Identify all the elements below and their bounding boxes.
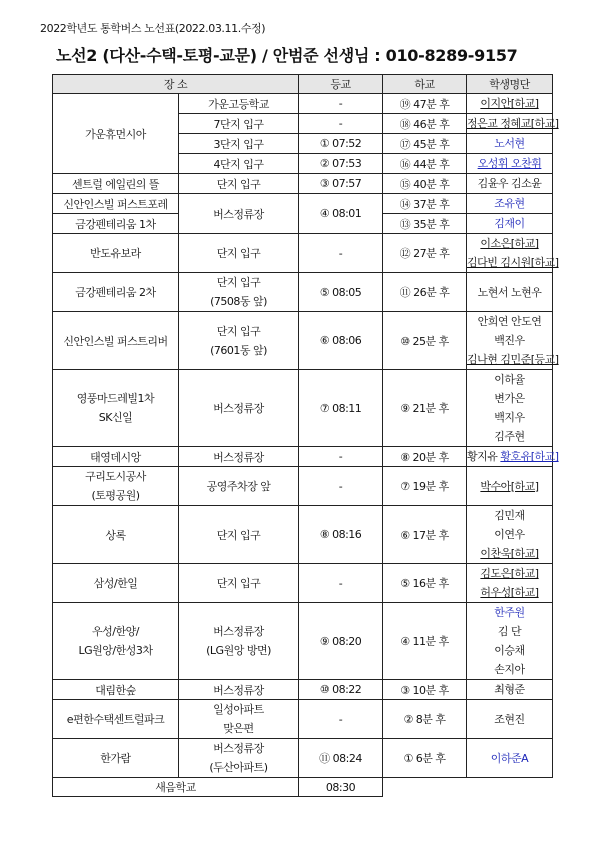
arrive-cell: ⑧ 08:16 bbox=[299, 506, 383, 564]
table-row bbox=[53, 447, 553, 467]
place-cell bbox=[53, 603, 179, 680]
arrive-cell: - bbox=[299, 94, 383, 114]
place-cell bbox=[53, 467, 179, 506]
students-cell bbox=[467, 506, 553, 564]
table-row bbox=[53, 739, 553, 778]
place-cell: 반도유보라 bbox=[53, 234, 179, 273]
depart-cell: ⑯ 44분 후 bbox=[383, 154, 467, 174]
student-name: 조현진 bbox=[494, 712, 525, 726]
student-name: 한주원 bbox=[494, 606, 525, 619]
depart-cell: ⑫ 27분 후 bbox=[383, 234, 467, 273]
table-row bbox=[53, 700, 553, 739]
table-row bbox=[53, 778, 553, 797]
stop-cell: 가운고등학교 bbox=[179, 94, 299, 114]
student-name: 허우성[하교] bbox=[480, 586, 539, 599]
depart-cell: ① 6분 후 bbox=[383, 739, 467, 778]
stop-line: 일성아파트 bbox=[213, 703, 264, 716]
table-row bbox=[53, 370, 553, 447]
table-row bbox=[53, 467, 553, 506]
stop-cell: 단지 입구 bbox=[179, 174, 299, 194]
arrive-cell: ⑩ 08:22 bbox=[299, 680, 383, 700]
student-name: 노현서 노현우 bbox=[477, 285, 542, 299]
student-name: 김나현 김민준[등교] bbox=[467, 353, 559, 366]
depart-cell: ⑰ 45분 후 bbox=[383, 134, 467, 154]
arrive-cell: ⑥ 08:06 bbox=[299, 312, 383, 370]
place-cell: 새음학교 bbox=[53, 778, 299, 797]
arrive-cell: ⑨ 08:20 bbox=[299, 603, 383, 680]
table-row bbox=[53, 94, 553, 114]
header-place: 장 소 bbox=[53, 75, 299, 94]
place-cell: 신안인스빌 퍼스트리버 bbox=[53, 312, 179, 370]
depart-cell: ⑬ 35분 후 bbox=[383, 214, 467, 234]
stop-cell bbox=[179, 312, 299, 370]
arrive-cell: - bbox=[299, 234, 383, 273]
depart-cell: ⑮ 40분 후 bbox=[383, 174, 467, 194]
student-name: 노서현 bbox=[494, 137, 525, 150]
place-line: (토평공원) bbox=[91, 489, 140, 502]
students-cell bbox=[467, 154, 553, 174]
depart-cell: ⑭ 37분 후 bbox=[383, 194, 467, 214]
student-name: 김 단 bbox=[497, 625, 522, 638]
table-row bbox=[53, 312, 553, 370]
depart-cell: ⑤ 16분 후 bbox=[383, 564, 467, 603]
students-cell bbox=[467, 564, 553, 603]
header-depart: 하교 bbox=[383, 75, 467, 94]
stop-cell bbox=[179, 273, 299, 312]
student-name: 백진우 bbox=[494, 334, 525, 347]
stop-cell: 버스정류장 bbox=[179, 680, 299, 700]
arrive-cell: ⑤ 08:05 bbox=[299, 273, 383, 312]
student-name: 이하준A bbox=[490, 751, 529, 765]
stop-cell: 단지 입구 bbox=[179, 506, 299, 564]
student-name: 김다빈 김시원[하교] bbox=[467, 256, 559, 269]
place-cell: 태영데시앙 bbox=[53, 447, 179, 467]
students-cell bbox=[467, 273, 553, 312]
stop-line: 버스정류장 bbox=[213, 625, 264, 638]
arrive-cell: ③ 07:57 bbox=[299, 174, 383, 194]
arrive-cell: 08:30 bbox=[299, 778, 383, 797]
student-name: 이승채 bbox=[494, 644, 525, 657]
route-table bbox=[52, 74, 559, 797]
student-name: 조유현 bbox=[494, 197, 525, 210]
depart-cell: ⑲ 47분 후 bbox=[383, 94, 467, 114]
table-header-row bbox=[53, 75, 553, 94]
student-name: 이찬욱[하교] bbox=[480, 547, 539, 560]
place-cell: 금강펜테리움 1차 bbox=[53, 214, 179, 234]
depart-cell: ⑩ 25분 후 bbox=[383, 312, 467, 370]
arrive-cell: - bbox=[299, 114, 383, 134]
students-cell bbox=[467, 94, 553, 114]
student-name: 김민재 bbox=[494, 509, 525, 522]
arrive-cell: ⑪ 08:24 bbox=[299, 739, 383, 778]
student-name: 김재이 bbox=[494, 217, 525, 230]
students-cell bbox=[467, 234, 559, 273]
route-title: 노선2 (다산-수택-토평-교문) / 안범준 선생님 : 010-8289-9157 bbox=[56, 46, 518, 65]
students-cell bbox=[467, 134, 553, 154]
place-cell: 가운휴먼시아 bbox=[53, 94, 179, 174]
student-name: 김도은[하교] bbox=[480, 567, 539, 580]
depart-cell: ④ 11분 후 bbox=[383, 603, 467, 680]
stop-line: 버스정류장 bbox=[213, 742, 264, 755]
arrive-cell: - bbox=[299, 700, 383, 739]
place-cell: 한가람 bbox=[53, 739, 179, 778]
student-name: 김윤우 김소윤 bbox=[477, 177, 542, 190]
place-line: 구리도시공사 bbox=[85, 470, 146, 483]
student-name: 손지아 bbox=[494, 663, 525, 676]
stop-cell: 7단지 입구 bbox=[179, 114, 299, 134]
stop-line: 맞은편 bbox=[223, 722, 254, 735]
stop-line: 단지 입구 bbox=[216, 276, 261, 289]
student-name: 황호유[하교] bbox=[500, 450, 559, 463]
student-name: 오성휘 오찬휘 bbox=[477, 157, 542, 170]
place-cell: 신안인스빌 퍼스트포레 bbox=[53, 194, 179, 214]
stop-cell: 단지 입구 bbox=[179, 234, 299, 273]
stop-line: (7601동 앞) bbox=[210, 343, 267, 357]
arrive-cell: - bbox=[299, 564, 383, 603]
arrive-cell: ⑦ 08:11 bbox=[299, 370, 383, 447]
student-name: 최형준 bbox=[494, 683, 525, 696]
student-name: 정은교 정혜교[하교] bbox=[467, 117, 559, 130]
student-name: 이연우 bbox=[494, 528, 525, 541]
student-name: 이소은[하교] bbox=[480, 237, 539, 250]
depart-cell: ② 8분 후 bbox=[383, 700, 467, 739]
table-row bbox=[53, 234, 553, 273]
schedule-caption: 2022학년도 통학버스 노선표(2022.03.11.수정) bbox=[40, 22, 266, 35]
table-row bbox=[53, 680, 553, 700]
stop-cell bbox=[179, 700, 299, 739]
students-cell bbox=[467, 700, 553, 739]
students-cell bbox=[467, 174, 553, 194]
student-name: 김주현 bbox=[494, 430, 525, 443]
students-cell bbox=[467, 680, 553, 700]
students-cell bbox=[467, 370, 553, 447]
students-cell bbox=[467, 312, 559, 370]
stop-cell bbox=[179, 603, 299, 680]
stop-line: (LG원앙 방면) bbox=[206, 644, 271, 657]
header-arrive: 등교 bbox=[299, 75, 383, 94]
stop-line: (두산아파트) bbox=[209, 761, 268, 774]
student-name: 이지안[하교] bbox=[480, 97, 539, 110]
arrive-cell: ② 07:53 bbox=[299, 154, 383, 174]
student-name: 변가은 bbox=[494, 392, 525, 405]
students-cell bbox=[467, 467, 553, 506]
place-cell: 대림한숲 bbox=[53, 680, 179, 700]
table-row bbox=[53, 506, 553, 564]
table-row bbox=[53, 194, 553, 214]
table-row bbox=[53, 564, 553, 603]
depart-cell: ⑱ 46분 후 bbox=[383, 114, 467, 134]
students-cell bbox=[467, 214, 553, 234]
depart-cell: ③ 10분 후 bbox=[383, 680, 467, 700]
student-name: 이하율 bbox=[494, 373, 525, 386]
arrive-cell: - bbox=[299, 447, 383, 467]
header-students: 학생명단 bbox=[467, 75, 553, 94]
place-line: 우성/한양/ bbox=[92, 625, 139, 638]
stop-line: (7508동 앞) bbox=[210, 295, 267, 308]
place-line: SK신일 bbox=[98, 411, 133, 424]
place-cell: 금강펜테리움 2차 bbox=[53, 273, 179, 312]
place-cell bbox=[53, 370, 179, 447]
stop-cell bbox=[179, 739, 299, 778]
arrive-cell: - bbox=[299, 467, 383, 506]
place-cell: 삼성/한일 bbox=[53, 564, 179, 603]
table-row bbox=[53, 273, 553, 312]
stop-line: 단지 입구 bbox=[216, 324, 261, 338]
place-cell: 상록 bbox=[53, 506, 179, 564]
place-cell: e편한수택센트럴파크 bbox=[53, 700, 179, 739]
students-cell bbox=[467, 603, 553, 680]
stop-cell: 3단지 입구 bbox=[179, 134, 299, 154]
depart-cell: ⑪ 26분 후 bbox=[383, 273, 467, 312]
stop-cell: 버스정류장 bbox=[179, 194, 299, 234]
students-cell bbox=[467, 447, 559, 467]
place-line: LG원앙/한성3차 bbox=[78, 644, 153, 657]
students-cell bbox=[467, 114, 559, 134]
depart-cell: ⑨ 21분 후 bbox=[383, 370, 467, 447]
arrive-cell: ④ 08:01 bbox=[299, 194, 383, 234]
arrive-cell: ① 07:52 bbox=[299, 134, 383, 154]
stop-cell: 4단지 입구 bbox=[179, 154, 299, 174]
stop-cell: 버스정류장 bbox=[179, 370, 299, 447]
students-cell bbox=[467, 739, 553, 778]
stop-cell: 공영주차장 앞 bbox=[179, 467, 299, 506]
place-line: 영풍마드레빌1차 bbox=[76, 392, 155, 405]
depart-cell: ⑥ 17분 후 bbox=[383, 506, 467, 564]
stop-cell: 버스정류장 bbox=[179, 447, 299, 467]
table-row bbox=[53, 603, 553, 680]
student-name: 백지우 bbox=[494, 411, 525, 424]
table-row bbox=[53, 174, 553, 194]
student-name: 박수아[하교] bbox=[480, 479, 539, 493]
depart-cell: ⑧ 20분 후 bbox=[383, 447, 467, 467]
student-name: 안희연 안도연 bbox=[477, 315, 542, 328]
students-cell bbox=[467, 194, 553, 214]
place-cell: 센트럴 에일린의 뜰 bbox=[53, 174, 179, 194]
stop-cell: 단지 입구 bbox=[179, 564, 299, 603]
student-name: 황지유 bbox=[467, 450, 498, 463]
depart-cell: ⑦ 19분 후 bbox=[383, 467, 467, 506]
